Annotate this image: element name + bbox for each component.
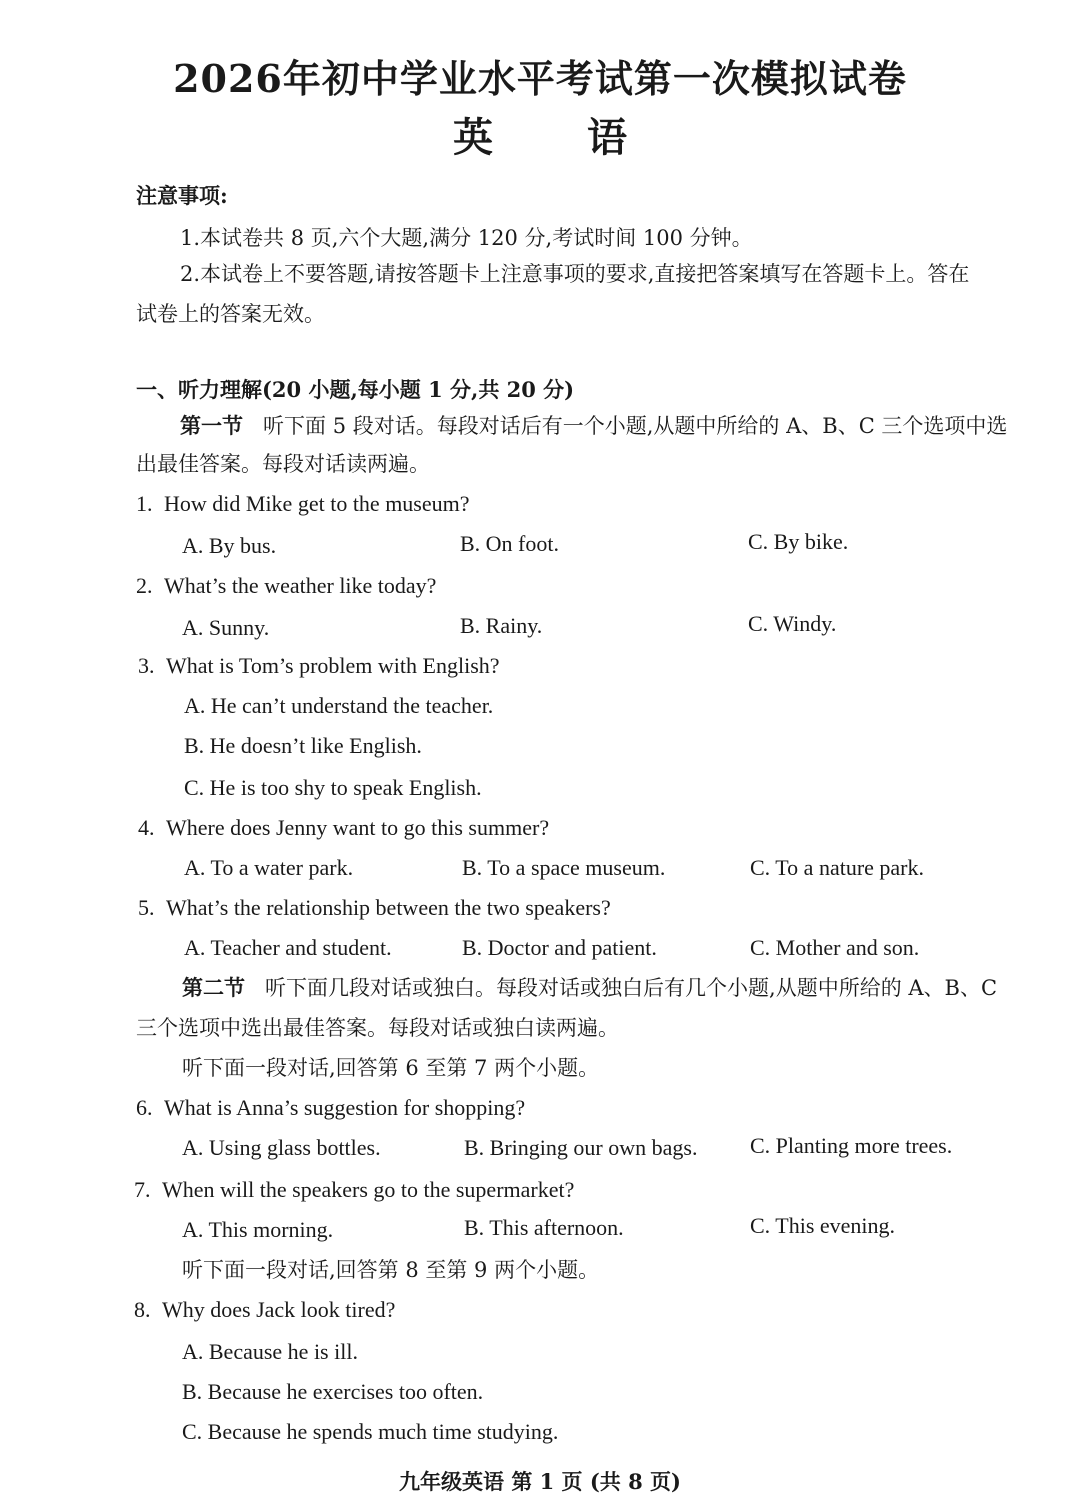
option-3b: B. He doesn’t like English. xyxy=(184,733,422,758)
question-4: 4. Where does Jenny want to go this summer? xyxy=(138,815,550,840)
notes-item-1: 1.本试卷共 8 页,六个大题,满分 120 分,考试时间 100 分钟。 xyxy=(180,226,753,250)
question-2: 2. What’s the weather like today? xyxy=(136,573,437,598)
part2-instruction-cont: 三个选项中选出最佳答案。每段对话或独白读两遍。 xyxy=(136,1016,619,1040)
option-8a: A. Because he is ill. xyxy=(182,1339,358,1364)
option-6b: B. Bringing our own bags. xyxy=(464,1135,698,1160)
question-8: 8. Why does Jack look tired? xyxy=(134,1297,396,1322)
option-1c: C. By bike. xyxy=(748,529,849,554)
question-5: 5. What’s the relationship between the two speakers? xyxy=(138,895,611,920)
part1-label: 第一节 xyxy=(180,413,243,438)
option-2b: B. Rainy. xyxy=(460,613,543,638)
question-3: 3. What is Tom’s problem with English? xyxy=(138,653,500,678)
notes-item-2: 2.本试卷上不要答题,请按答题卡上注意事项的要求,直接把答案填写在答题卡上。答在 xyxy=(180,262,970,286)
notes-heading: 注意事项: xyxy=(136,183,228,208)
notes-item-2-cont: 试卷上的答案无效。 xyxy=(136,302,325,326)
part1-instruction-cont: 出最佳答案。每段对话读两遍。 xyxy=(136,452,430,476)
group-2-instruction: 听下面一段对话,回答第 8 至第 9 两个小题。 xyxy=(182,1258,600,1282)
option-5a: A. Teacher and student. xyxy=(184,935,392,960)
part1-instruction xyxy=(180,412,1007,440)
option-6a: A. Using glass bottles. xyxy=(182,1135,381,1160)
part1-instruction-text: 听下面 5 段对话。每段对话后有一个小题,从题中所给的 A、B、C 三个选项中选 xyxy=(263,414,1008,438)
part2-label: 第二节 xyxy=(182,975,245,1000)
option-2a: A. Sunny. xyxy=(182,615,270,640)
option-4a: A. To a water park. xyxy=(184,855,354,880)
option-2c: C. Windy. xyxy=(748,611,837,636)
part2-instruction-text: 听下面几段对话或独白。每段对话或独白后有几个小题,从题中所给的 A、B、C xyxy=(265,976,998,1000)
question-1: 1. How did Mike get to the museum? xyxy=(136,491,470,516)
option-8b: B. Because he exercises too often. xyxy=(182,1379,484,1404)
exam-subject: 英 语 xyxy=(453,114,667,161)
option-3c: C. He is too shy to speak English. xyxy=(184,775,482,800)
group-1-instruction: 听下面一段对话,回答第 6 至第 7 两个小题。 xyxy=(182,1056,600,1080)
exam-title: 2026年初中学业水平考试第一次模拟试卷 xyxy=(173,56,907,101)
option-1b: B. On foot. xyxy=(460,531,559,556)
option-3a: A. He can’t understand the teacher. xyxy=(184,693,494,718)
option-7a: A. This morning. xyxy=(182,1217,334,1242)
option-1a: A. By bus. xyxy=(182,533,277,558)
section-heading: 一、听力理解(20 小题,每小题 1 分,共 20 分) xyxy=(136,377,575,402)
option-6c: C. Planting more trees. xyxy=(750,1133,953,1158)
page-footer: 九年级英语 第 1 页 (共 8 页) xyxy=(399,1469,681,1494)
option-5c: C. Mother and son. xyxy=(750,935,920,960)
option-7c: C. This evening. xyxy=(750,1213,896,1238)
option-8c: C. Because he spends much time studying. xyxy=(182,1419,559,1444)
question-7: 7. When will the speakers go to the supermarket? xyxy=(134,1177,575,1202)
option-5b: B. Doctor and patient. xyxy=(462,935,657,960)
option-4c: C. To a nature park. xyxy=(750,855,925,880)
part2-instruction xyxy=(182,974,997,1002)
question-6: 6. What is Anna’s suggestion for shopping? xyxy=(136,1095,526,1120)
option-7b: B. This afternoon. xyxy=(464,1215,624,1240)
option-4b: B. To a space museum. xyxy=(462,855,666,880)
